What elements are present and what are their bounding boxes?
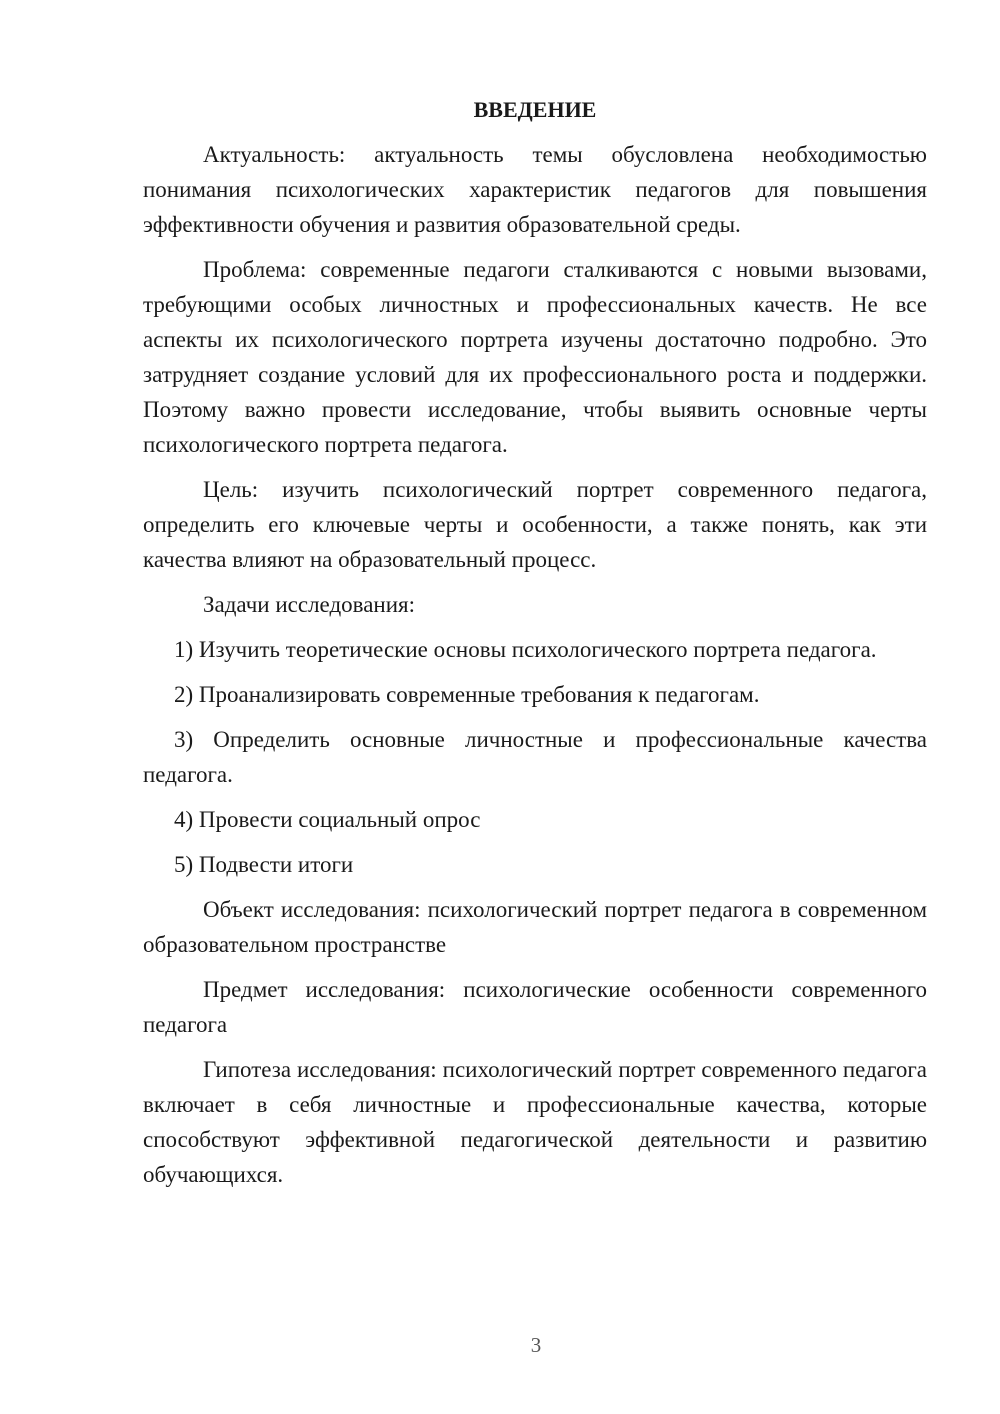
object-paragraph: Объект исследования: психологический портрет педагога в современном образовательном пространстве bbox=[143, 897, 927, 957]
task-item: 2) Проанализировать современные требования к педагогам. bbox=[174, 682, 760, 707]
goal-paragraph: Цель: изучить психологический портрет современного педагога, определить его ключевые черты и особенности, а также понять, как эти качества влияют на образовательный процесс. bbox=[143, 477, 927, 572]
hypothesis-paragraph: Гипотеза исследования: психологический портрет современного педагога включает в себя личностные и профессиональные качества, которые способствуют эффективной педагогической деятельности и развитию обучающихся. bbox=[143, 1057, 927, 1187]
section-heading: ВВЕДЕНИЕ bbox=[473, 97, 597, 122]
document-page bbox=[143, 92, 927, 1202]
task-item: 4) Провести социальный опрос bbox=[174, 807, 481, 832]
relevance-paragraph: Актуальность: актуальность темы обусловлена необходимостью понимания психологических характеристик педагогов для повышения эффективности обучения и развития образовательной среды. bbox=[143, 142, 927, 237]
task-item: 3) Определить основные личностные и профессиональные качества педагога. bbox=[143, 727, 927, 787]
subject-paragraph: Предмет исследования: психологические особенности современного педагога bbox=[143, 977, 927, 1037]
page-number: 3 bbox=[530, 1333, 542, 1357]
tasks-intro: Задачи исследования: bbox=[203, 592, 416, 617]
problem-paragraph: Проблема: современные педагоги сталкиваются с новыми вызовами, требующими особых личностных и профессиональных качеств. Не все аспекты их психологического портрета изучены достаточно подробно. Это затрудняет создание условий для их профессионального роста и поддержки. Поэтому важно провести исследование, чтобы выявить основные черты психологического портрета педагога. bbox=[143, 257, 927, 457]
task-item: 1) Изучить теоретические основы психологического портрета педагога. bbox=[174, 637, 877, 662]
task-item: 5) Подвести итоги bbox=[174, 852, 354, 877]
